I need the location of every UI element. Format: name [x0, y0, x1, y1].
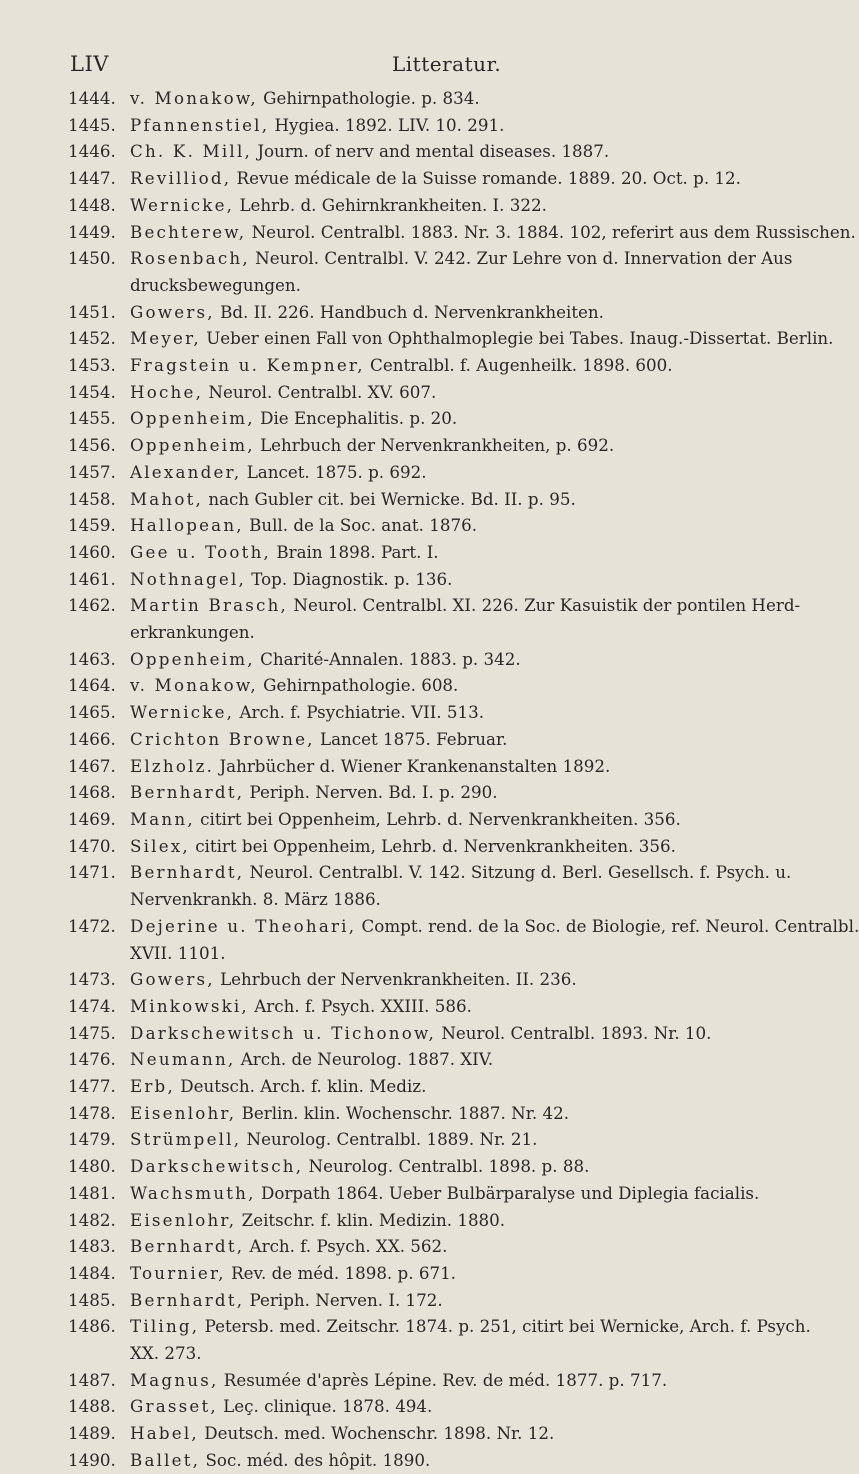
reference-text [130, 699, 798, 726]
reference-entry [68, 379, 798, 406]
reference-entry [68, 138, 798, 165]
reference-author: Strümpell, [130, 1129, 242, 1150]
reference-text [130, 512, 798, 539]
reference-citation: Arch. f. Psych. XX. 562. [244, 1236, 448, 1257]
reference-author: Bernhardt, [130, 1289, 245, 1310]
reference-citation: Neurol. Centralbl. 1883. Nr. 3. 1884. 102, referirt aus dem Russischen. [246, 221, 856, 242]
reference-author: Revilliod, [130, 168, 232, 189]
reference-citation: Neurolog. Centralbl. 1898. p. 88. [303, 1156, 590, 1177]
reference-number: 1490. [68, 1449, 116, 1470]
reference-number: 1477. [68, 1076, 116, 1097]
reference-number: 1467. [68, 755, 116, 776]
reference-author: Dejerine u. Theohari, [130, 915, 357, 936]
reference-citation: Lehrb. d. Gehirnkrankheiten. I. 322. [234, 194, 547, 215]
reference-text [130, 1367, 798, 1394]
reference-number: 1448. [68, 194, 116, 215]
reference-number: 1466. [68, 728, 116, 749]
reference-text [130, 859, 798, 912]
reference-entry [68, 646, 798, 673]
reference-author: Oppenheim, [130, 408, 255, 429]
reference-entry [68, 1020, 798, 1047]
reference-text [130, 566, 798, 593]
reference-text [130, 993, 798, 1020]
reference-number: 1461. [68, 568, 116, 589]
reference-text [130, 1313, 811, 1366]
reference-number: 1455. [68, 408, 116, 429]
reference-citation: Neurol. Centralbl. V. 242. Zur Lehre von d. Innervation der Aus [249, 248, 793, 269]
reference-author: Nothnagel, [130, 568, 246, 589]
reference-text [130, 672, 798, 699]
reference-text [130, 486, 798, 513]
reference-number: 1486. [68, 1316, 116, 1337]
reference-number: 1474. [68, 995, 116, 1016]
reference-continuation: erkrankungen. [130, 622, 255, 643]
reference-continuation: drucksbewegungen. [130, 274, 301, 295]
reference-number: 1480. [68, 1156, 116, 1177]
reference-entry [68, 352, 798, 379]
reference-author: Ballet, [130, 1449, 201, 1470]
reference-author: Tournier, [130, 1262, 226, 1283]
reference-entry [68, 1207, 798, 1234]
reference-number: 1452. [68, 328, 116, 349]
reference-number: 1476. [68, 1049, 116, 1070]
reference-number: 1456. [68, 435, 116, 456]
reference-text [130, 112, 798, 139]
reference-entry [68, 1180, 798, 1207]
reference-citation: Neurol. Centralbl. XV. 607. [203, 381, 437, 402]
reference-citation: Ueber einen Fall von Ophthalmoplegie bei Tabes. Inaug.-Dissertat. Berlin. [200, 328, 834, 349]
reference-citation: Soc. méd. des hôpit. 1890. [200, 1449, 431, 1470]
reference-entry [68, 432, 798, 459]
reference-text [130, 779, 798, 806]
reference-citation: Bull. de la Soc. anat. 1876. [243, 515, 477, 536]
reference-number: 1445. [68, 114, 116, 135]
reference-citation: Deutsch. med. Wochenschr. 1898. Nr. 12. [198, 1423, 555, 1444]
reference-citation: Gehirnpathologie. 608. [257, 675, 459, 696]
reference-text [130, 1126, 798, 1153]
reference-author: v. Monakow, [130, 88, 258, 108]
reference-text [130, 165, 798, 192]
reference-text [130, 1046, 798, 1073]
reference-text [130, 1180, 798, 1207]
reference-author: Ch. K. Mill, [130, 141, 253, 162]
reference-entry [68, 726, 798, 753]
reference-number: 1465. [68, 702, 116, 723]
reference-entry [68, 806, 798, 833]
reference-citation: Arch. de Neurolog. 1887. XIV. [235, 1049, 494, 1070]
reference-number: 1485. [68, 1289, 116, 1310]
reference-author: Gee u. Tooth, [130, 541, 272, 562]
reference-citation: nach Gubler cit. bei Wernicke. Bd. II. p. 95. [203, 488, 576, 509]
reference-author: Elzholz. [130, 755, 215, 776]
reference-citation: Lehrbuch der Nervenkrankheiten, p. 692. [254, 435, 615, 456]
reference-author: Oppenheim, [130, 435, 255, 456]
reference-text [130, 592, 801, 645]
reference-number: 1453. [68, 355, 116, 376]
reference-entry [68, 1126, 798, 1153]
reference-text [130, 1393, 798, 1420]
reference-citation: Zeitschr. f. klin. Medizin. 1880. [236, 1209, 506, 1230]
reference-text [130, 379, 798, 406]
reference-author: Wachsmuth, [130, 1182, 256, 1203]
page-number: LIV [70, 52, 109, 76]
reference-author: Oppenheim, [130, 648, 255, 669]
reference-author: Tiling, [130, 1316, 200, 1337]
reference-continuation: XVII. 1101. [130, 942, 226, 963]
reference-citation: Brain 1898. Part. I. [271, 541, 439, 562]
reference-text [130, 833, 798, 860]
reference-author: Martin Brasch, [130, 595, 289, 616]
reference-entry [68, 299, 798, 326]
reference-entry [68, 1313, 811, 1366]
reference-number: 1451. [68, 301, 116, 322]
reference-citation: Bd. II. 226. Handbuch d. Nervenkrankheiten. [214, 301, 604, 322]
reference-author: Neumann, [130, 1049, 236, 1070]
reference-citation: Charité-Annalen. 1883. p. 342. [254, 648, 521, 669]
reference-text [130, 138, 798, 165]
reference-entry [68, 192, 798, 219]
reference-number: 1487. [68, 1369, 116, 1390]
reference-citation: Periph. Nerven. I. 172. [244, 1289, 443, 1310]
reference-number: 1446. [68, 141, 116, 162]
reference-text [130, 219, 856, 246]
reference-author: Silex, [130, 835, 190, 856]
reference-citation: Petersb. med. Zeitschr. 1874. p. 251, citirt bei Wernicke, Arch. f. Psych. [199, 1316, 811, 1337]
reference-author: Gowers, [130, 969, 215, 990]
reference-text [130, 646, 798, 673]
reference-author: Bernhardt, [130, 1236, 245, 1257]
reference-author: Meyer, [130, 328, 201, 349]
reference-author: Pfannenstiel, [130, 114, 270, 135]
reference-citation: Arch. f. Psych. XXIII. 586. [248, 995, 472, 1016]
reference-citation: citirt bei Oppenheim, Lehrb. d. Nervenkrankheiten. 356. [189, 835, 676, 856]
reference-entry [68, 85, 798, 112]
reference-text [130, 245, 798, 298]
reference-entry [68, 165, 798, 192]
reference-author: Wernicke, [130, 702, 235, 723]
reference-number: 1463. [68, 648, 116, 669]
reference-author: Hoche, [130, 381, 204, 402]
reference-number: 1447. [68, 168, 116, 189]
reference-entry [68, 405, 798, 432]
reference-text [130, 913, 859, 966]
reference-text [130, 1020, 798, 1047]
reference-text [130, 1447, 798, 1474]
reference-entry [68, 539, 798, 566]
reference-author: Alexander, [130, 461, 242, 482]
reference-entry [68, 1233, 798, 1260]
reference-number: 1469. [68, 808, 116, 829]
reference-number: 1449. [68, 221, 116, 242]
reference-number: 1478. [68, 1102, 116, 1123]
reference-list [68, 85, 859, 1474]
reference-text [130, 405, 798, 432]
reference-entry [68, 325, 834, 352]
reference-number: 1481. [68, 1182, 116, 1203]
reference-entry [68, 859, 798, 912]
reference-author: Bernhardt, [130, 782, 245, 803]
reference-citation: Periph. Nerven. Bd. I. p. 290. [244, 782, 498, 803]
reference-citation: Top. Diagnostik. p. 136. [246, 568, 453, 589]
reference-number: 1484. [68, 1262, 116, 1283]
reference-text [130, 299, 798, 326]
reference-entry [68, 1073, 798, 1100]
reference-author: Minkowski, [130, 995, 249, 1016]
reference-text [130, 1153, 798, 1180]
reference-number: 1458. [68, 488, 116, 509]
reference-citation: Lancet. 1875. p. 692. [241, 461, 427, 482]
reference-citation: Compt. rend. de la Soc. de Biologie, ref. Neurol. Centralbl. [356, 915, 859, 936]
reference-entry [68, 1153, 798, 1180]
reference-text [130, 352, 798, 379]
reference-number: 1471. [68, 862, 116, 883]
reference-citation: Journ. of nerv and mental diseases. 1887. [252, 141, 610, 162]
reference-author: Eisenlohr, [130, 1209, 237, 1230]
reference-author: Hallopean, [130, 515, 244, 536]
reference-number: 1488. [68, 1396, 116, 1417]
reference-citation: Lehrbuch der Nervenkrankheiten. II. 236. [214, 969, 577, 990]
reference-number: 1460. [68, 541, 116, 562]
reference-number: 1468. [68, 782, 116, 803]
reference-entry [68, 1287, 798, 1314]
reference-author: Magnus, [130, 1369, 219, 1390]
reference-entry [68, 486, 798, 513]
reference-entry [68, 699, 798, 726]
reference-entry [68, 245, 798, 298]
reference-entry [68, 913, 859, 966]
reference-entry [68, 1367, 798, 1394]
reference-author: Darkschewitsch, [130, 1156, 304, 1177]
reference-entry [68, 1393, 798, 1420]
reference-author: Mann, [130, 808, 195, 829]
reference-text [130, 539, 798, 566]
reference-text [130, 192, 798, 219]
reference-entry [68, 112, 798, 139]
reference-citation: Revue médicale de la Suisse romande. 1889. 20. Oct. p. 12. [231, 168, 741, 189]
reference-entry [68, 592, 801, 645]
reference-entry [68, 966, 798, 993]
reference-number: 1470. [68, 835, 116, 856]
reference-continuation: Nervenkrankh. 8. März 1886. [130, 889, 381, 910]
reference-number: 1473. [68, 969, 116, 990]
reference-citation: Neurol. Centralbl. V. 142. Sitzung d. Berl. Gesellsch. f. Psych. u. [244, 862, 792, 883]
reference-text [130, 966, 798, 993]
reference-citation: Lancet 1875. Februar. [314, 728, 508, 749]
reference-citation: Hygiea. 1892. LIV. 10. 291. [269, 114, 505, 135]
reference-author: Grasset, [130, 1396, 218, 1417]
reference-author: Fragstein u. Kempner, [130, 355, 365, 376]
reference-text [130, 85, 798, 112]
reference-number: 1454. [68, 381, 116, 402]
reference-entry [68, 672, 798, 699]
reference-number: 1479. [68, 1129, 116, 1150]
reference-number: 1464. [68, 675, 116, 696]
reference-citation: Jahrbücher d. Wiener Krankenanstalten 1892. [214, 755, 611, 776]
reference-number: 1483. [68, 1236, 116, 1257]
reference-text [130, 432, 798, 459]
reference-number: 1450. [68, 248, 116, 269]
reference-entry [68, 993, 798, 1020]
reference-number: 1475. [68, 1022, 116, 1043]
reference-citation: Rev. de méd. 1898. p. 671. [225, 1262, 456, 1283]
reference-author: Gowers, [130, 301, 215, 322]
reference-number: 1489. [68, 1423, 116, 1444]
reference-continuation: XX. 273. [130, 1343, 202, 1364]
reference-entry [68, 219, 856, 246]
reference-author: Rosenbach, [130, 248, 250, 269]
reference-citation: Gehirnpathologie. p. 834. [257, 88, 480, 108]
reference-text [130, 1073, 798, 1100]
reference-entry [68, 566, 798, 593]
reference-citation: Deutsch. Arch. f. klin. Mediz. [174, 1076, 427, 1097]
reference-text [130, 459, 798, 486]
reference-citation: Leç. clinique. 1878. 494. [217, 1396, 433, 1417]
reference-number: 1459. [68, 515, 116, 536]
reference-author: Darkschewitsch u. Tichonow, [130, 1022, 437, 1043]
reference-entry [68, 753, 798, 780]
reference-text [130, 753, 798, 780]
reference-text [130, 1233, 798, 1260]
reference-citation: Resumée d'après Lépine. Rev. de méd. 1877. p. 717. [218, 1369, 668, 1390]
reference-author: Habel, [130, 1423, 199, 1444]
reference-entry [68, 1100, 798, 1127]
reference-text [130, 726, 798, 753]
reference-text [130, 1100, 798, 1127]
reference-author: Crichton Browne, [130, 728, 315, 749]
reference-author: Bernhardt, [130, 862, 245, 883]
reference-author: Erb, [130, 1076, 175, 1097]
reference-text [130, 806, 798, 833]
reference-text [130, 1420, 798, 1447]
reference-text [130, 1207, 798, 1234]
reference-author: v. Monakow, [130, 675, 258, 696]
reference-author: Mahot, [130, 488, 204, 509]
reference-entry [68, 833, 798, 860]
reference-entry [68, 779, 798, 806]
reference-number: 1472. [68, 915, 116, 936]
reference-citation: Arch. f. Psychiatrie. VII. 513. [234, 702, 485, 723]
reference-citation: Centralbl. f. Augenheilk. 1898. 600. [364, 355, 673, 376]
reference-entry [68, 1447, 798, 1474]
reference-author: Wernicke, [130, 194, 235, 215]
reference-entry [68, 459, 798, 486]
reference-number: 1457. [68, 461, 116, 482]
reference-entry [68, 1420, 798, 1447]
page-header [70, 52, 780, 82]
running-title: Litteratur. [392, 52, 502, 76]
reference-author: Eisenlohr, [130, 1102, 237, 1123]
reference-citation: Neurol. Centralbl. 1893. Nr. 10. [436, 1022, 712, 1043]
reference-entry [68, 1260, 798, 1287]
reference-text [130, 1260, 798, 1287]
reference-number: 1482. [68, 1209, 116, 1230]
reference-entry [68, 512, 798, 539]
reference-text [130, 1287, 798, 1314]
reference-citation: Neurol. Centralbl. XI. 226. Zur Kasuistik der pontilen Herd- [288, 595, 801, 616]
reference-citation: Neurolog. Centralbl. 1889. Nr. 21. [241, 1129, 538, 1150]
reference-citation: Berlin. klin. Wochenschr. 1887. Nr. 42. [236, 1102, 570, 1123]
reference-author: Bechterew, [130, 221, 247, 242]
reference-citation: Die Encephalitis. p. 20. [254, 408, 458, 429]
reference-number: 1462. [68, 595, 116, 616]
reference-entry [68, 1046, 798, 1073]
reference-citation: citirt bei Oppenheim, Lehrb. d. Nervenkrankheiten. 356. [194, 808, 681, 829]
reference-number: 1444. [68, 88, 116, 108]
reference-text [130, 325, 834, 352]
reference-citation: Dorpath 1864. Ueber Bulbärparalyse und Diplegia facialis. [255, 1182, 760, 1203]
